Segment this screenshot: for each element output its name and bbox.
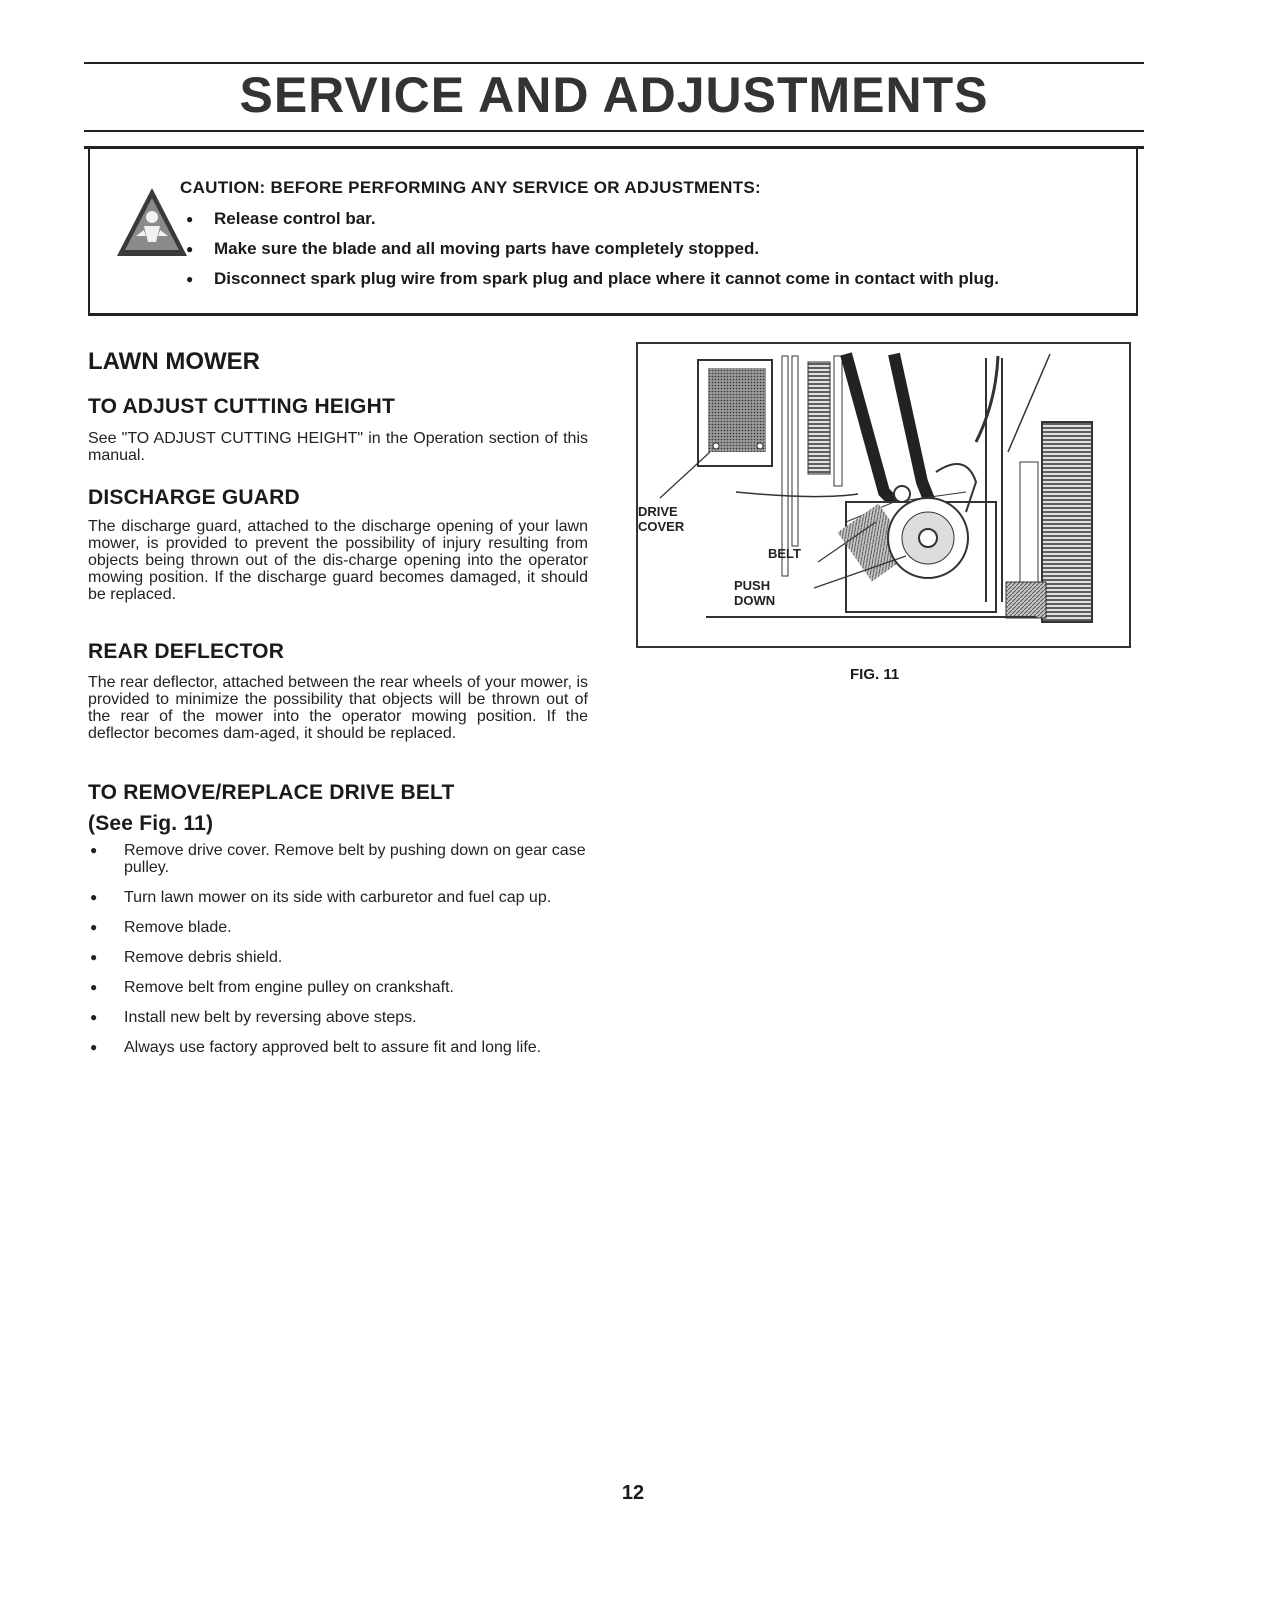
lawn-mower-heading: LAWN MOWER	[88, 348, 260, 375]
bullet-icon: ●	[90, 843, 98, 857]
rear-deflector-text: The rear deflector, attached between the rear wheels of your mower, is provided to minimize the possibility that objects will be thrown out of the rear of the mower into the operator mowing position. If the deflector becomes dam-aged, it should be replaced.	[88, 674, 588, 742]
list-item: ● Install new belt by reversing above steps.	[90, 1009, 417, 1026]
belt-label: BELT	[768, 546, 801, 561]
caution-list	[174, 204, 999, 294]
bullet-icon: ●	[90, 980, 98, 994]
page-title: SERVICE AND ADJUSTMENTS	[239, 67, 989, 123]
down-label: DOWN	[734, 593, 776, 608]
figure-11	[636, 342, 1131, 648]
rear-deflector-heading: REAR DEFLECTOR	[88, 640, 285, 663]
caution-heading: CAUTION: BEFORE PERFORMING ANY SERVICE OR ADJUSTMENTS:	[180, 178, 762, 197]
page-number: 12	[621, 1482, 645, 1504]
drive-belt-heading: TO REMOVE/REPLACE DRIVE BELT	[88, 781, 455, 804]
list-item: ● Remove belt from engine pulley on crankshaft.	[90, 979, 454, 996]
drive-belt-diagram	[636, 342, 1131, 648]
list-item: ● Release control bar.	[174, 204, 999, 234]
top-rule-1	[84, 62, 1144, 64]
bullet-icon: ●	[186, 212, 194, 226]
cutting-height-heading: TO ADJUST CUTTING HEIGHT	[88, 395, 395, 418]
caution-box	[88, 148, 1138, 316]
bullet-icon: ●	[186, 242, 194, 256]
discharge-guard-heading: DISCHARGE GUARD	[88, 486, 300, 509]
drive-belt-steps	[88, 842, 588, 1069]
bullet-icon: ●	[90, 1010, 98, 1024]
list-item: ● Disconnect spark plug wire from spark plug and place where it cannot come in contact with plug.	[174, 264, 999, 294]
push-label: PUSH	[734, 578, 771, 593]
bullet-icon: ●	[186, 272, 194, 286]
cover-label: COVER	[638, 519, 685, 534]
top-rule-2	[84, 130, 1144, 132]
drive-label: DRIVE	[638, 504, 678, 519]
bullet-icon: ●	[90, 950, 98, 964]
bullet-icon: ●	[90, 1040, 98, 1054]
list-item: ● Turn lawn mower on its side with carburetor and fuel cap up.	[90, 889, 552, 906]
drive-belt-subheading: (See Fig. 11)	[88, 812, 214, 835]
list-item: ● Remove debris shield.	[90, 949, 283, 966]
list-item: ● Remove blade.	[90, 919, 232, 936]
list-item: ● Always use factory approved belt to assure fit and long life.	[90, 1039, 542, 1056]
cutting-height-text: See "TO ADJUST CUTTING HEIGHT" in the Operation section of this manual.	[88, 430, 588, 464]
list-item: ● Remove drive cover. Remove belt by pushing down on gear case pulley.	[90, 842, 586, 876]
list-item: ● Make sure the blade and all moving parts have completely stopped.	[174, 234, 999, 264]
discharge-guard-text: The discharge guard, attached to the discharge opening of your lawn mower, is provided to prevent the possibility of injury resulting from objects being thrown out of the dis-charge opening into the operator mowing position. If the discharge guard becomes damaged, it should be replaced.	[88, 518, 588, 603]
bullet-icon: ●	[90, 890, 98, 904]
bullet-icon: ●	[90, 920, 98, 934]
figure-caption: FIG. 11	[850, 666, 900, 683]
